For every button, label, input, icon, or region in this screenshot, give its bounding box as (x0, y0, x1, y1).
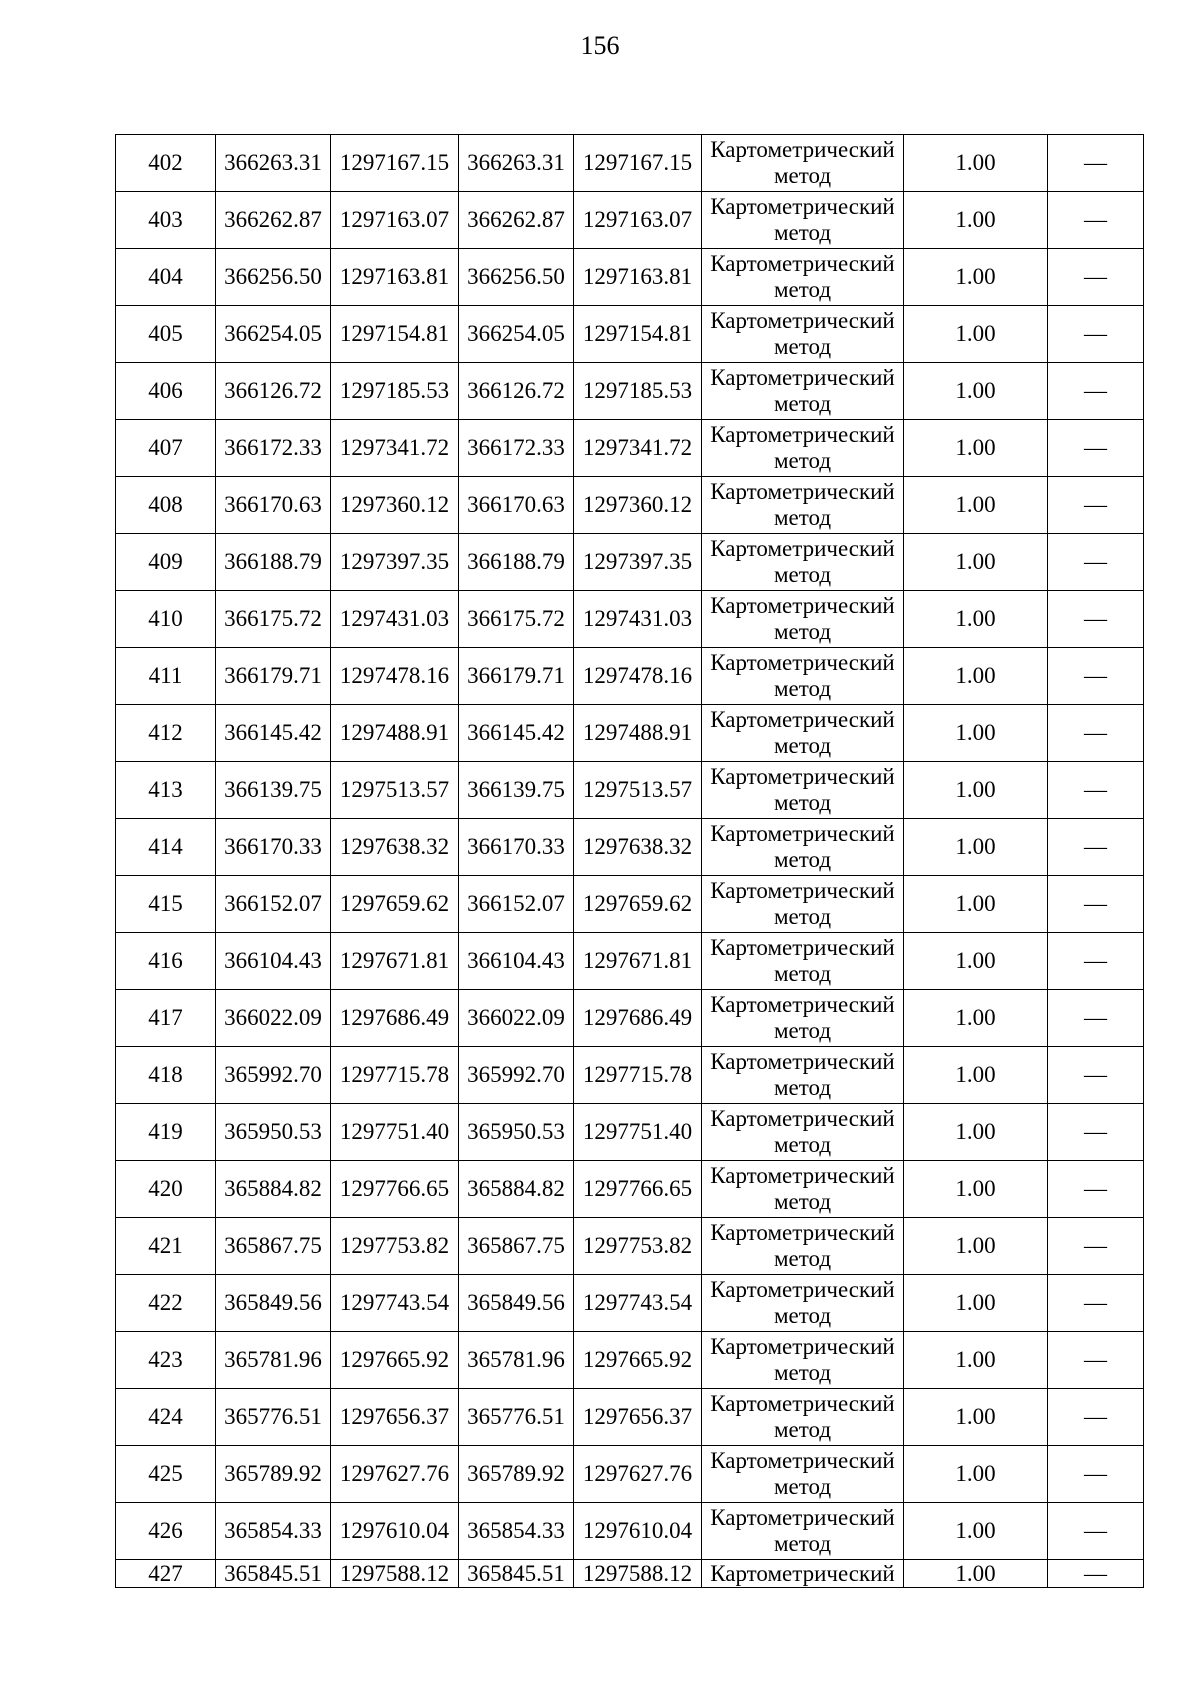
method-line-2: метод (773, 790, 832, 815)
method-line-2: метод (773, 448, 832, 473)
method-line-1: Картометрический (710, 1106, 895, 1131)
accuracy-cell: 1.00 (904, 192, 1048, 249)
table-row (116, 534, 1144, 591)
description-cell: — (1048, 1503, 1144, 1560)
table-row (116, 1104, 1144, 1161)
y-coord-cell: 1297753.82 (331, 1218, 459, 1275)
y-coord-cell: 1297638.32 (574, 819, 702, 876)
x-coord-cell: 365854.33 (216, 1503, 331, 1560)
description-cell: — (1048, 762, 1144, 819)
method-cell (702, 363, 904, 420)
point-number-cell: 425 (116, 1446, 216, 1503)
description-cell: — (1048, 1218, 1144, 1275)
method-line-1: Картометрический (710, 422, 895, 447)
description-cell: — (1048, 990, 1144, 1047)
x-coord-cell: 366262.87 (216, 192, 331, 249)
accuracy-cell: 1.00 (904, 420, 1048, 477)
x-coord-cell: 366170.33 (459, 819, 574, 876)
method-line-2: метод (773, 1132, 832, 1157)
method-line-1: Картометрический (710, 707, 895, 732)
description-cell: — (1048, 876, 1144, 933)
point-number-cell: 423 (116, 1332, 216, 1389)
y-coord-cell: 1297154.81 (331, 306, 459, 363)
table-row (116, 420, 1144, 477)
method-cell (702, 990, 904, 1047)
method-line-1: Картометрический (710, 308, 895, 333)
point-number-cell: 402 (116, 135, 216, 192)
y-coord-cell: 1297360.12 (574, 477, 702, 534)
accuracy-cell: 1.00 (904, 249, 1048, 306)
y-coord-cell: 1297488.91 (574, 705, 702, 762)
table-row (116, 1218, 1144, 1275)
table-row (116, 876, 1144, 933)
accuracy-cell: 1.00 (904, 1047, 1048, 1104)
point-number-cell: 418 (116, 1047, 216, 1104)
table-row (116, 990, 1144, 1047)
method-cell (702, 876, 904, 933)
accuracy-cell: 1.00 (904, 990, 1048, 1047)
point-number-cell: 409 (116, 534, 216, 591)
x-coord-cell: 366022.09 (459, 990, 574, 1047)
method-cell (702, 1446, 904, 1503)
accuracy-cell: 1.00 (904, 933, 1048, 990)
description-cell: — (1048, 1446, 1144, 1503)
method-cell (702, 933, 904, 990)
description-cell: — (1048, 819, 1144, 876)
y-coord-cell: 1297397.35 (574, 534, 702, 591)
method-cell (702, 1503, 904, 1560)
method-line-2: метод (773, 562, 832, 587)
point-number-cell: 404 (116, 249, 216, 306)
method-cell (702, 819, 904, 876)
method-line-2: метод (773, 1531, 832, 1556)
x-coord-cell: 366175.72 (216, 591, 331, 648)
description-cell: — (1048, 477, 1144, 534)
method-line-1: Картометрический (710, 650, 895, 675)
x-coord-cell: 365884.82 (459, 1161, 574, 1218)
x-coord-cell: 366179.71 (459, 648, 574, 705)
accuracy-cell: 1.00 (904, 306, 1048, 363)
method-line-1: Картометрический (710, 1220, 895, 1245)
y-coord-cell: 1297185.53 (331, 363, 459, 420)
method-cell (702, 591, 904, 648)
description-cell: — (1048, 1161, 1144, 1218)
method-line-1: Картометрический (710, 992, 895, 1017)
method-cell (702, 1332, 904, 1389)
y-coord-cell: 1297665.92 (574, 1332, 702, 1389)
accuracy-cell: 1.00 (904, 762, 1048, 819)
method-line-1: Картометрический (710, 878, 895, 903)
x-coord-cell: 365884.82 (216, 1161, 331, 1218)
x-coord-cell: 366256.50 (459, 249, 574, 306)
y-coord-cell: 1297627.76 (331, 1446, 459, 1503)
description-cell: — (1048, 135, 1144, 192)
method-cell (702, 648, 904, 705)
point-number-cell: 403 (116, 192, 216, 249)
y-coord-cell: 1297167.15 (331, 135, 459, 192)
y-coord-cell: 1297163.07 (331, 192, 459, 249)
method-line-1: Картометрический (710, 251, 895, 276)
x-coord-cell: 366145.42 (216, 705, 331, 762)
x-coord-cell: 365992.70 (216, 1047, 331, 1104)
description-cell: — (1048, 1332, 1144, 1389)
x-coord-cell: 366172.33 (459, 420, 574, 477)
table-row (116, 933, 1144, 990)
y-coord-cell: 1297715.78 (574, 1047, 702, 1104)
description-cell: — (1048, 1047, 1144, 1104)
table-row (116, 135, 1144, 192)
x-coord-cell: 366263.31 (216, 135, 331, 192)
method-cell (702, 762, 904, 819)
method-cell (702, 192, 904, 249)
y-coord-cell: 1297627.76 (574, 1446, 702, 1503)
x-coord-cell: 366256.50 (216, 249, 331, 306)
method-line-1: Картометрический (710, 365, 895, 390)
point-number-cell: 412 (116, 705, 216, 762)
method-line-2: метод (773, 1474, 832, 1499)
table-row (116, 363, 1144, 420)
y-coord-cell: 1297341.72 (574, 420, 702, 477)
table-row (116, 705, 1144, 762)
method-cell (702, 249, 904, 306)
method-line-1: Картометрический (710, 821, 895, 846)
x-coord-cell: 366152.07 (459, 876, 574, 933)
table-row (116, 1047, 1144, 1104)
x-coord-cell: 366022.09 (216, 990, 331, 1047)
description-cell: — (1048, 1275, 1144, 1332)
description-cell: — (1048, 420, 1144, 477)
method-line-2: метод (773, 163, 832, 188)
table-row (116, 648, 1144, 705)
y-coord-cell: 1297397.35 (331, 534, 459, 591)
y-coord-cell: 1297766.65 (574, 1161, 702, 1218)
y-coord-cell: 1297659.62 (574, 876, 702, 933)
x-coord-cell: 365789.92 (459, 1446, 574, 1503)
x-coord-cell: 366262.87 (459, 192, 574, 249)
point-number-cell: 421 (116, 1218, 216, 1275)
table-row (116, 1560, 1144, 1588)
y-coord-cell: 1297513.57 (574, 762, 702, 819)
method-line-2: метод (773, 1246, 832, 1271)
method-line-1: Картометрический (710, 479, 895, 504)
method-line-1: Картометрический (710, 1505, 895, 1530)
y-coord-cell: 1297167.15 (574, 135, 702, 192)
method-cell (702, 1047, 904, 1104)
y-coord-cell: 1297743.54 (331, 1275, 459, 1332)
table-body (116, 135, 1144, 1588)
method-line-2: метод (773, 1018, 832, 1043)
table-row (116, 1275, 1144, 1332)
point-number-cell: 426 (116, 1503, 216, 1560)
table-row (116, 1161, 1144, 1218)
point-number-cell: 420 (116, 1161, 216, 1218)
method-line-1: Картометрический (710, 764, 895, 789)
accuracy-cell: 1.00 (904, 363, 1048, 420)
method-line-2: метод (773, 619, 832, 644)
method-line-2: метод (773, 1303, 832, 1328)
x-coord-cell: 365845.51 (216, 1560, 331, 1588)
y-coord-cell: 1297610.04 (574, 1503, 702, 1560)
method-line-2: метод (773, 1075, 832, 1100)
point-number-cell: 410 (116, 591, 216, 648)
method-cell (702, 1104, 904, 1161)
y-coord-cell: 1297431.03 (331, 591, 459, 648)
x-coord-cell: 365867.75 (216, 1218, 331, 1275)
method-line-1: Картометрический (710, 1163, 895, 1188)
page-number: 156 (580, 31, 620, 60)
method-line-2: метод (773, 676, 832, 701)
method-cell (702, 1161, 904, 1218)
point-number-cell: 419 (116, 1104, 216, 1161)
y-coord-cell: 1297488.91 (331, 705, 459, 762)
y-coord-cell: 1297751.40 (574, 1104, 702, 1161)
accuracy-cell: 1.00 (904, 1161, 1048, 1218)
description-cell: — (1048, 192, 1144, 249)
method-line-2: метод (773, 1189, 832, 1214)
accuracy-cell: 1.00 (904, 876, 1048, 933)
description-cell: — (1048, 1104, 1144, 1161)
y-coord-cell: 1297656.37 (331, 1389, 459, 1446)
accuracy-cell: 1.00 (904, 1389, 1048, 1446)
accuracy-cell: 1.00 (904, 1503, 1048, 1560)
x-coord-cell: 366254.05 (216, 306, 331, 363)
method-line-1: Картометрический (710, 1277, 895, 1302)
point-number-cell: 414 (116, 819, 216, 876)
accuracy-cell: 1.00 (904, 1560, 1048, 1588)
description-cell: — (1048, 591, 1144, 648)
x-coord-cell: 365950.53 (459, 1104, 574, 1161)
x-coord-cell: 366188.79 (216, 534, 331, 591)
y-coord-cell: 1297163.81 (331, 249, 459, 306)
table-row (116, 306, 1144, 363)
x-coord-cell: 366254.05 (459, 306, 574, 363)
x-coord-cell: 366139.75 (459, 762, 574, 819)
method-line-2: метод (773, 505, 832, 530)
y-coord-cell: 1297659.62 (331, 876, 459, 933)
point-number-cell: 411 (116, 648, 216, 705)
y-coord-cell: 1297686.49 (574, 990, 702, 1047)
table-row (116, 1332, 1144, 1389)
accuracy-cell: 1.00 (904, 534, 1048, 591)
point-number-cell: 417 (116, 990, 216, 1047)
y-coord-cell: 1297163.81 (574, 249, 702, 306)
y-coord-cell: 1297766.65 (331, 1161, 459, 1218)
x-coord-cell: 365854.33 (459, 1503, 574, 1560)
table-row (116, 762, 1144, 819)
table-row (116, 591, 1144, 648)
method-line-2: метод (773, 1360, 832, 1385)
point-number-cell: 424 (116, 1389, 216, 1446)
y-coord-cell: 1297154.81 (574, 306, 702, 363)
x-coord-cell: 365776.51 (459, 1389, 574, 1446)
method-line-1: Картометрический (710, 935, 895, 960)
description-cell: — (1048, 1560, 1144, 1588)
y-coord-cell: 1297743.54 (574, 1275, 702, 1332)
x-coord-cell: 365781.96 (459, 1332, 574, 1389)
y-coord-cell: 1297513.57 (331, 762, 459, 819)
y-coord-cell: 1297185.53 (574, 363, 702, 420)
point-number-cell: 408 (116, 477, 216, 534)
x-coord-cell: 365845.51 (459, 1560, 574, 1588)
y-coord-cell: 1297431.03 (574, 591, 702, 648)
x-coord-cell: 365849.56 (459, 1275, 574, 1332)
table-row (116, 1446, 1144, 1503)
method-cell (702, 1560, 904, 1588)
method-line-2: метод (773, 904, 832, 929)
table-row (116, 1389, 1144, 1446)
point-number-cell: 422 (116, 1275, 216, 1332)
description-cell: — (1048, 363, 1144, 420)
method-cell (702, 705, 904, 762)
y-coord-cell: 1297588.12 (331, 1560, 459, 1588)
table-row (116, 477, 1144, 534)
method-line-1: Картометрический (710, 1334, 895, 1359)
accuracy-cell: 1.00 (904, 1275, 1048, 1332)
method-cell (702, 1275, 904, 1332)
method-line-2: метод (773, 847, 832, 872)
y-coord-cell: 1297638.32 (331, 819, 459, 876)
x-coord-cell: 366145.42 (459, 705, 574, 762)
y-coord-cell: 1297671.81 (574, 933, 702, 990)
x-coord-cell: 365950.53 (216, 1104, 331, 1161)
x-coord-cell: 365992.70 (459, 1047, 574, 1104)
method-line-1: Картометрический (710, 593, 895, 618)
x-coord-cell: 366172.33 (216, 420, 331, 477)
table-row (116, 249, 1144, 306)
x-coord-cell: 366104.43 (459, 933, 574, 990)
y-coord-cell: 1297751.40 (331, 1104, 459, 1161)
x-coord-cell: 365789.92 (216, 1446, 331, 1503)
y-coord-cell: 1297478.16 (574, 648, 702, 705)
y-coord-cell: 1297686.49 (331, 990, 459, 1047)
x-coord-cell: 365781.96 (216, 1332, 331, 1389)
method-cell (702, 135, 904, 192)
x-coord-cell: 366170.63 (459, 477, 574, 534)
method-line-2: метод (773, 1417, 832, 1442)
x-coord-cell: 366179.71 (216, 648, 331, 705)
accuracy-cell: 1.00 (904, 705, 1048, 762)
method-line-1: Картометрический (710, 194, 895, 219)
method-line-1: Картометрический (710, 1561, 895, 1586)
method-cell (702, 306, 904, 363)
method-line-2: метод (773, 733, 832, 758)
x-coord-cell: 366188.79 (459, 534, 574, 591)
x-coord-cell: 366263.31 (459, 135, 574, 192)
method-line-1: Картометрический (710, 1391, 895, 1416)
method-line-2: метод (773, 961, 832, 986)
description-cell: — (1048, 249, 1144, 306)
x-coord-cell: 366170.63 (216, 477, 331, 534)
description-cell: — (1048, 534, 1144, 591)
point-number-cell: 413 (116, 762, 216, 819)
y-coord-cell: 1297478.16 (331, 648, 459, 705)
method-line-1: Картометрический (710, 137, 895, 162)
y-coord-cell: 1297360.12 (331, 477, 459, 534)
table-row (116, 1503, 1144, 1560)
x-coord-cell: 366126.72 (459, 363, 574, 420)
description-cell: — (1048, 933, 1144, 990)
method-line-1: Картометрический (710, 536, 895, 561)
point-number-cell: 416 (116, 933, 216, 990)
x-coord-cell: 365867.75 (459, 1218, 574, 1275)
x-coord-cell: 366152.07 (216, 876, 331, 933)
y-coord-cell: 1297715.78 (331, 1047, 459, 1104)
x-coord-cell: 366104.43 (216, 933, 331, 990)
x-coord-cell: 365776.51 (216, 1389, 331, 1446)
method-line-2: метод (773, 220, 832, 245)
x-coord-cell: 366126.72 (216, 363, 331, 420)
description-cell: — (1048, 1389, 1144, 1446)
y-coord-cell: 1297671.81 (331, 933, 459, 990)
method-line-2: метод (773, 391, 832, 416)
method-cell (702, 1218, 904, 1275)
y-coord-cell: 1297588.12 (574, 1560, 702, 1588)
y-coord-cell: 1297163.07 (574, 192, 702, 249)
description-cell: — (1048, 648, 1144, 705)
table-row (116, 192, 1144, 249)
y-coord-cell: 1297610.04 (331, 1503, 459, 1560)
accuracy-cell: 1.00 (904, 1446, 1048, 1503)
x-coord-cell: 366175.72 (459, 591, 574, 648)
method-cell (702, 534, 904, 591)
x-coord-cell: 366170.33 (216, 819, 331, 876)
y-coord-cell: 1297341.72 (331, 420, 459, 477)
method-line-2: метод (773, 277, 832, 302)
point-number-cell: 415 (116, 876, 216, 933)
accuracy-cell: 1.00 (904, 1104, 1048, 1161)
x-coord-cell: 365849.56 (216, 1275, 331, 1332)
accuracy-cell: 1.00 (904, 1332, 1048, 1389)
y-coord-cell: 1297656.37 (574, 1389, 702, 1446)
accuracy-cell: 1.00 (904, 135, 1048, 192)
point-number-cell: 407 (116, 420, 216, 477)
y-coord-cell: 1297753.82 (574, 1218, 702, 1275)
accuracy-cell: 1.00 (904, 819, 1048, 876)
point-number-cell: 427 (116, 1560, 216, 1588)
method-cell (702, 477, 904, 534)
method-cell (702, 420, 904, 477)
accuracy-cell: 1.00 (904, 1218, 1048, 1275)
accuracy-cell: 1.00 (904, 591, 1048, 648)
description-cell: — (1048, 705, 1144, 762)
accuracy-cell: 1.00 (904, 477, 1048, 534)
table-row (116, 819, 1144, 876)
y-coord-cell: 1297665.92 (331, 1332, 459, 1389)
point-number-cell: 405 (116, 306, 216, 363)
method-line-1: Картометрический (710, 1448, 895, 1473)
description-cell: — (1048, 306, 1144, 363)
x-coord-cell: 366139.75 (216, 762, 331, 819)
accuracy-cell: 1.00 (904, 648, 1048, 705)
method-line-2: метод (773, 334, 832, 359)
point-number-cell: 406 (116, 363, 216, 420)
coordinates-table (115, 134, 1144, 1588)
method-cell (702, 1389, 904, 1446)
method-line-1: Картометрический (710, 1049, 895, 1074)
